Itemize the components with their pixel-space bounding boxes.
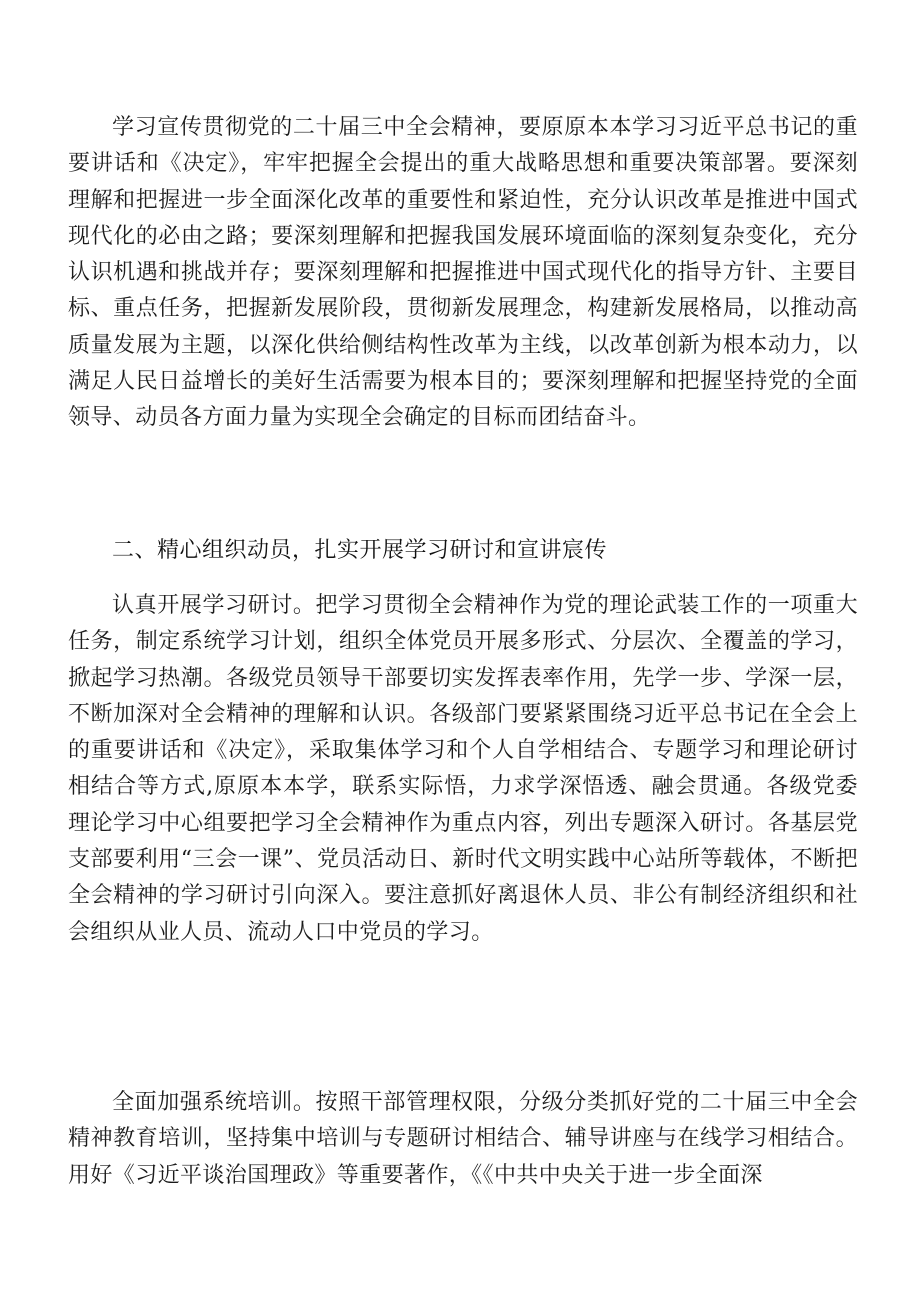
body-paragraph: 认真开展学习研讨。把学习贯彻全会精神作为党的理论武装工作的一项重大任务，制定系统学习计划，组织全体党员开展多形式、分层次、全覆盖的学习，掀起学习热潮。各级党员领导干部要切实发挥表率作用，先学一步、学深一层，不断加深对全会精神的理解和认识。各级部门要紧紧围绕习近平总书记在全会上的重要讲话和《决定》，采取集体学习和个人自学相结合、专题学习和理论研讨相结合等方式,原原本本学，联系实际悟，力求学深悟透、融会贯通。各级党委理论学习中心组要把学习全会精神作为重点内容，列出专题深入研讨。各基层党支部要利用“三会一课”、党员活动日、新时代文明实践中心站所等载体，不断把全会精神的学习研讨引向深入。要注意抓好离退休人员、非公有制经济组织和社会组织从业人员、流动人口中党员的学习。 [68, 593, 858, 945]
body-paragraph: 全面加强系统培训。按照干部管理权限，分级分类抓好党的二十届三中全会精神教育培训，坚持集中培训与专题研讨相结合、辅导讲座与在线学习相结合。用好《习近平谈治国理政》等重要著作，《《中共中央关于进一步全面深 [68, 1090, 858, 1188]
body-paragraph: 学习宣传贯彻党的二十届三中全会精神，要原原本本学习习近平总书记的重要讲话和《决定》，牢牢把握全会提出的重大战略思想和重要决策部署。要深刻理解和把握进一步全面深化改革的重要性和紧迫性，充分认识改革是推进中国式现代化的必由之路；要深刻理解和把握我国发展环境面临的深刻复杂变化，充分认识机遇和挑战并存；要深刻理解和把握推进中国式现代化的指导方针、主要目标、重点任务，把握新发展阶段，贯彻新发展理念，构建新发展格局，以推动高质量发展为主题，以深化供给侧结构性改革为主线，以改革创新为根本动力，以满足人民日益增长的美好生活需要为根本目的；要深刻理解和把握坚持党的全面领导、动员各方面力量为实现全会确定的目标而团结奋斗。 [68, 115, 858, 431]
section-heading: 二、精心组织动员，扎实开展学习研讨和宣讲宸传 [112, 538, 608, 563]
